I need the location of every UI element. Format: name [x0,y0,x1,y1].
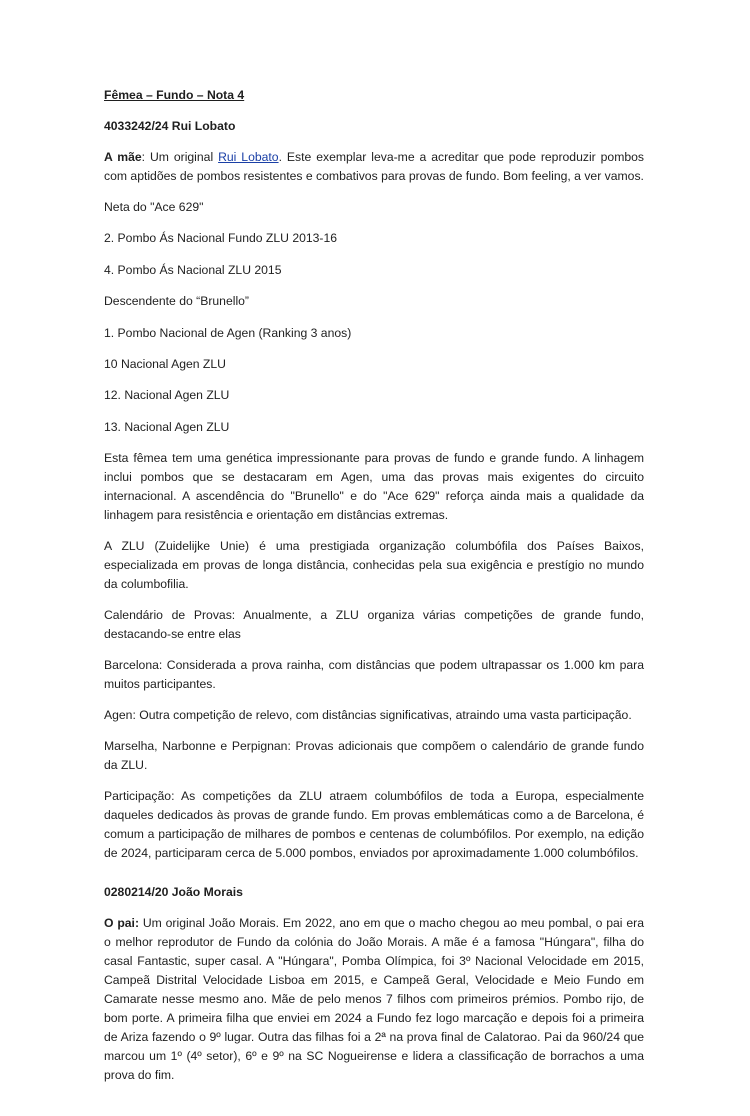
mother-lead: A mãe [104,150,142,164]
pedigree-line: 10 Nacional Agen ZLU [104,356,226,371]
mother-text: . Este exemplar leva-me a acreditar que pode reproduzir pombos com aptidões de pombos resistentes e combativos para provas de fundo. Bom feeling, a ver vamos. [104,150,644,183]
participation-paragraph: Participação: As competições da ZLU atraem columbófilos de toda a Europa, especialmente daqueles dedicados às provas de grande fundo. Em provas emblemáticas como a de Barcelona, é comum a participação de milhares de pombos e centenas de columbófilos. Por exemplo, na edição de 2024, participaram cerca de 5.000 pombos, enviados por aproximadamente 1.000 columbófilos. [104,789,644,861]
mother-paragraph [104,148,644,186]
genetics-paragraph: Esta fêmea tem uma genética impressionante para provas de fundo e grande fundo. A linhagem inclui pombos que se destacaram em Agen, uma das provas mais exigentes do circuito internacional. A ascendência do "Brunello" e do "Ace 629" reforça ainda mais a qualidade da linhagem para resistência e orientação em distâncias extremas. [104,451,644,523]
calendar-paragraph: Calendário de Provas: Anualmente, a ZLU organiza várias competições de grande fundo, destacando-se entre elas [104,608,644,642]
father-lead: O pai: [104,916,139,931]
document-title: Fêmea – Fundo – Nota 4 [104,88,245,102]
pedigree-line: Descendente do “Brunello” [104,294,249,309]
pedigree-line: 13. Nacional Agen ZLU [104,419,230,434]
barcelona-paragraph: Barcelona: Considerada a prova rainha, com distâncias que podem ultrapassar os 1.000 km para muitos participantes. [104,658,644,692]
zlu-paragraph: A ZLU (Zuidelijke Unie) é uma prestigiada organização columbófila dos Países Baixos, especializada em provas de longa distância, conhecidas pela sua exigência e prestígio no mundo da columbofilia. [104,539,644,592]
pedigree-line: 2. Pombo Ás Nacional Fundo ZLU 2013-16 [104,231,338,246]
section-heading-rui-lobato: 4033242/24 Rui Lobato [104,119,236,133]
agen-paragraph: Agen: Outra competição de relevo, com distâncias significativas, atraindo uma vasta participação. [104,708,632,723]
father-text: Um original João Morais. Em 2022, ano em que o macho chegou ao meu pombal, o pai era o melhor reprodutor de Fundo da colónia do João Morais. A mãe é a famosa "Húngara", filha do casal Fantastic, super casal. A "Húngara", Pomba Olímpica, foi 3º Nacional Velocidade em 2015, Campeã Distrital Velocidade Lisboa em 2015, e Campeã Geral, Velocidade e Meio Fundo em Camarate nesse mesmo ano. Mãe de pelo menos 7 filhos com primeiros prémios. Pombo rijo, de bom porte. A primeira filha que enviei em 2024 a Fundo fez logo marcação e depois foi a primeira de Ariza fazendo o 9º lugar. Outra das filhas foi a 2ª na prova final de Calatorao. Pai da 960/24 que marcou um 1º (4º setor), 6º e 9º na SC Nogueirense e lidera a classificação de borrachos a uma prova do fim. [104,916,644,1083]
pedigree-line: Neta do "Ace 629" [104,200,204,214]
pedigree-line: 1. Pombo Nacional de Agen (Ranking 3 anos) [104,325,352,340]
rui-lobato-link[interactable]: Rui Lobato [218,150,279,164]
mother-separator: : Um original [141,150,219,164]
section-heading-joao-morais: 0280214/20 João Morais [104,885,243,900]
marselha-paragraph: Marselha, Narbonne e Perpignan: Provas adicionais que compõem o calendário de grande fundo da ZLU. [104,739,644,773]
father-paragraph [104,914,644,1085]
pedigree-line: 4. Pombo Ás Nacional ZLU 2015 [104,262,282,277]
pedigree-line: 12. Nacional Agen ZLU [104,388,230,403]
